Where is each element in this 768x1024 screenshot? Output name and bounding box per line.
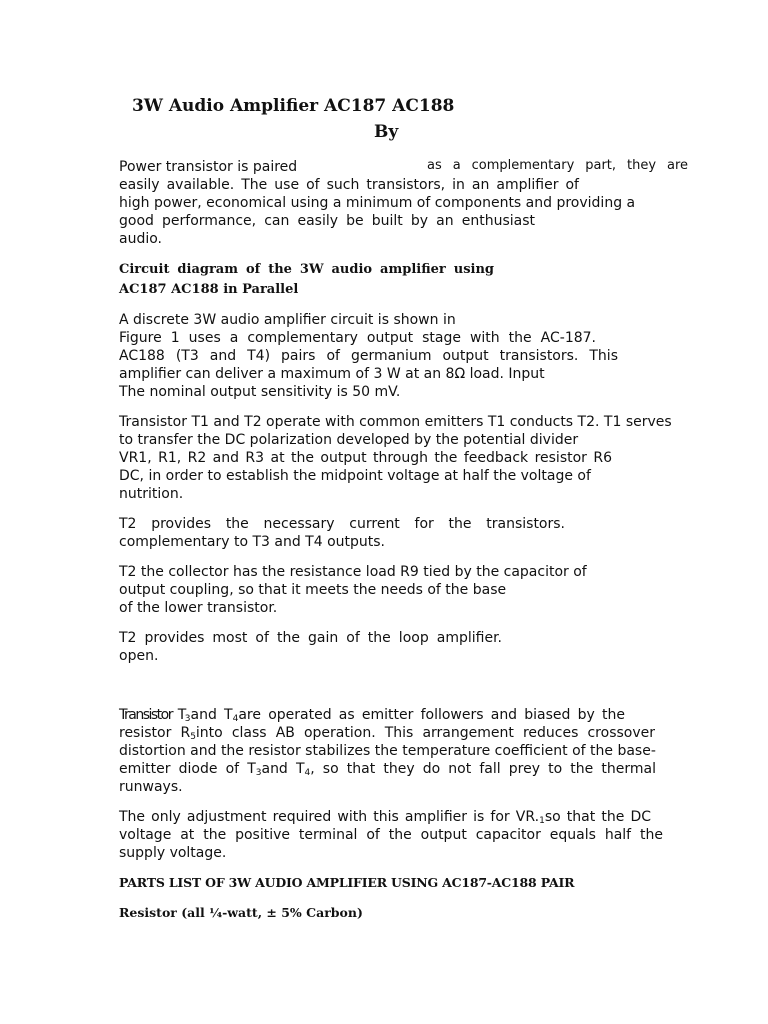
resistor-heading: Resistor (all ¼-watt, ± 5% Carbon) (119, 905, 363, 920)
p7-l1-a: Transistor T (119, 707, 185, 723)
p7-l4-a: emitter diode of T (119, 761, 256, 777)
p3-line-2: to transfer the DC polarization developed by the potential divider (119, 432, 579, 448)
p1-line-1b: as a complementary part, they are (427, 158, 688, 173)
p6-line-2: open. (119, 648, 159, 664)
p8-l1-a: The only adjustment required with this amplifier is for VR. (119, 809, 540, 825)
p7-l1-b: and T (190, 707, 233, 723)
p1-line-3: high power, economical using a minimum of components and providing a (119, 195, 636, 211)
p5-line-2: output coupling, so that it meets the needs of the base (119, 582, 507, 598)
p8-l1-b: so that the DC (544, 809, 652, 825)
p7-line-4 (119, 760, 656, 782)
p4-line-2: complementary to T3 and T4 outputs. (119, 534, 386, 550)
p1-line-5: audio. (119, 231, 162, 247)
p5-line-3: of the lower transistor. (119, 600, 278, 616)
p5-line-1: T2 the collector has the resistance load R9 tied by the capacitor of (119, 564, 587, 580)
p7-l4-sub1: 3 (255, 768, 262, 778)
p3-line-1: Transistor T1 and T2 operate with common emitters T1 conducts T2. T1 serves (119, 414, 672, 430)
p3-line-3: VR1, R1, R2 and R3 at the output through the feedback resistor R6 (119, 450, 612, 466)
p7-l4-sub2: 4 (304, 768, 311, 778)
section-heading-circuit: Circuit diagram of the 3W audio amplifier using (119, 262, 494, 277)
p7-l2-b: into class AB operation. This arrangement reduces crossover (195, 725, 655, 741)
p8-line-2: voltage at the positive terminal of the output capacitor equals half the (119, 827, 663, 843)
p4-line-1: T2 provides the necessary current for the transistors. (119, 516, 565, 532)
p8-line-3: supply voltage. (119, 845, 227, 861)
section-heading-circuit-2: AC187 AC188 in Parallel (119, 282, 299, 297)
p7-l2-a: resistor R (119, 725, 191, 741)
p7-line-3: distortion and the resistor stabilizes the temperature coefficient of the base- (119, 743, 656, 759)
p2-line-1: A discrete 3W audio amplifier circuit is shown in (119, 312, 456, 328)
parts-list-heading: PARTS LIST OF 3W AUDIO AMPLIFIER USING AC187-AC188 PAIR (119, 875, 575, 890)
p1-line-4: good performance, can easily be built by an enthusiast (119, 213, 535, 229)
p2-line-5: The nominal output sensitivity is 50 mV. (119, 384, 401, 400)
p7-l1-c: are operated as emitter followers and biased by the (238, 707, 625, 723)
title-line-2: By (374, 122, 399, 142)
p3-line-4: DC, in order to establish the midpoint voltage at half the voltage of (119, 468, 591, 484)
p1-line-2: easily available. The use of such transistors, in an amplifier of (119, 177, 579, 193)
p2-line-2: Figure 1 uses a complementary output stage with the AC-187. (119, 330, 596, 346)
p1-line-1a: Power transistor is paired (119, 159, 298, 175)
p2-line-3: AC188 (T3 and T4) pairs of germanium output transistors. This (119, 348, 618, 364)
p8-l1-sub: 1 (539, 816, 545, 826)
p7-l4-c: , so that they do not fall prey to the thermal (310, 761, 656, 777)
p7-l1-sub2: 4 (232, 714, 239, 724)
p7-line-5: runways. (119, 779, 183, 795)
p6-line-1: T2 provides most of the gain of the loop amplifier. (119, 630, 502, 646)
p7-l4-b: and T (261, 761, 305, 777)
p7-l2-sub: 5 (190, 732, 196, 742)
title-line-1: 3W Audio Amplifier AC187 AC188 (132, 96, 455, 116)
p2-line-4: amplifier can deliver a maximum of 3 W at an 8Ω load. Input (119, 366, 545, 382)
p3-line-5: nutrition. (119, 486, 184, 502)
p7-l1-sub1: 3 (184, 714, 191, 724)
